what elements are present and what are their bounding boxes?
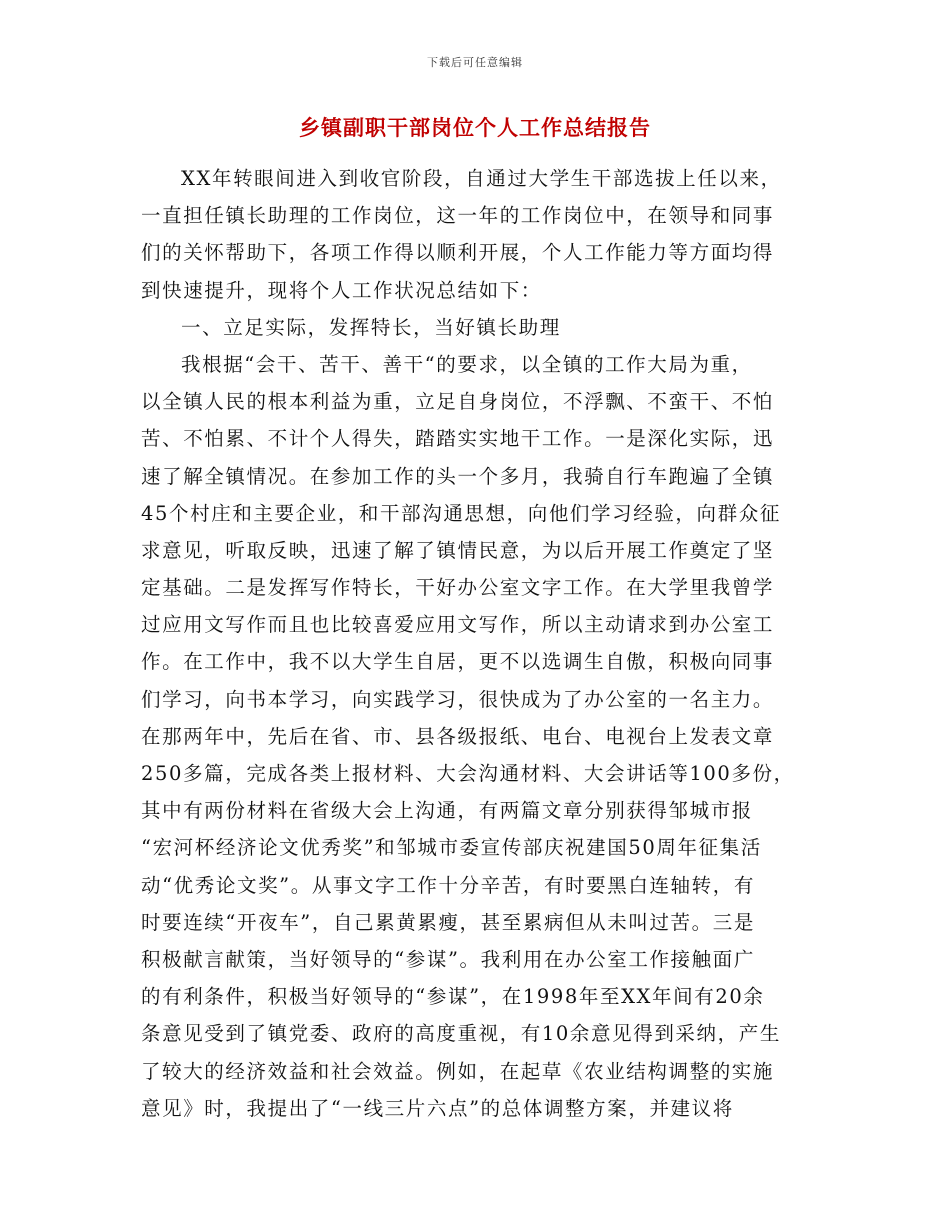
section-heading: 一、立足实际，发挥特长，当好镇长助理 bbox=[181, 315, 561, 339]
paragraph-line: 其中有两份材料在省级大会上沟通，有两篇文章分别获得邹城市报 bbox=[141, 799, 753, 823]
paragraph-line: 过应用文写作而且也比较喜爱应用文写作，所以主动请求到办公室工 bbox=[141, 613, 775, 637]
paragraph-line: 250多篇，完成各类上报材料、大会沟通材料、大会讲话等100多份， bbox=[141, 762, 795, 785]
paragraph-line: 一直担任镇长助理的工作岗位，这一年的工作岗位中，在领导和同事 bbox=[141, 204, 775, 228]
paragraph-line: 我根据“会干、苦干、善干“的要求，以全镇的工作大局为重， bbox=[181, 352, 753, 376]
document-body bbox=[141, 160, 806, 1127]
paragraph-line: 苦、不怕累、不计个人得失，踏踏实实地干工作。一是深化实际，迅 bbox=[141, 427, 775, 451]
paragraph-line: 们的关怀帮助下，各项工作得以顺利开展，个人工作能力等方面均得 bbox=[141, 241, 775, 265]
paragraph-line: 求意见，听取反映，迅速了解了镇情民意，为以后开展工作奠定了坚 bbox=[141, 538, 775, 562]
paragraph-line: 作。在工作中，我不以大学生自居，更不以选调生自傲，积极向同事 bbox=[141, 650, 775, 674]
paragraph-line: 定基础。二是发挥写作特长，干好办公室文字工作。在大学里我曾学 bbox=[141, 576, 775, 600]
paragraph-line: 条意见受到了镇党委、政府的高度重视，有10余意见得到采纳，产生 bbox=[141, 1022, 781, 1046]
paragraph-line: 了较大的经济效益和社会效益。例如，在起草《农业结构调整的实施 bbox=[141, 1059, 775, 1083]
paragraph-line: 时要连续“开夜车”，自己累黄累瘦，甚至累病但从未叫过苦。三是 bbox=[141, 910, 755, 934]
paragraph-line: “宏河杯经济论文优秀奖”和邹城市委宣传部庆祝建国50周年征集活 bbox=[141, 836, 762, 860]
paragraph-line: 速了解全镇情况。在参加工作的头一个多月，我骑自行车跑遍了全镇 bbox=[141, 464, 775, 488]
paragraph-line: 在那两年中，先后在省、市、县各级报纸、电台、电视台上发表文章 bbox=[141, 724, 775, 748]
paragraph-line: 积极献言献策，当好领导的“参谋”。我利用在办公室工作接触面广 bbox=[141, 947, 755, 971]
paragraph-line: 们学习，向书本学习，向实践学习，很快成为了办公室的一名主力。 bbox=[141, 687, 775, 711]
paragraph-line: 到快速提升，现将个人工作状况总结如下： bbox=[141, 278, 542, 302]
page-header: 下载后可任意编辑 bbox=[427, 56, 523, 69]
paragraph-line: 动“优秀论文奖”。从事文字工作十分辛苦，有时要黑白连轴转，有 bbox=[141, 873, 755, 897]
document-title: 乡镇副职干部岗位个人工作总结报告 bbox=[299, 115, 651, 140]
paragraph-line: 45个村庄和主要企业，和干部沟通思想，向他们学习经验，向群众征 bbox=[141, 501, 781, 525]
paragraph-line: 以全镇人民的根本利益为重，立足自身岗位，不浮飘、不蛮干、不怕 bbox=[141, 390, 775, 414]
paragraph-line: 意见》时，我提出了“一线三片六点”的总体调整方案，并建议将 bbox=[141, 1096, 734, 1120]
paragraph-line: 的有利条件，积极当好领导的“参谋”，在1998年至XX年间有20余 bbox=[141, 985, 765, 1009]
paragraph-line: XX年转眼间进入到收官阶段，自通过大学生干部选拔上任以来， bbox=[181, 167, 782, 190]
